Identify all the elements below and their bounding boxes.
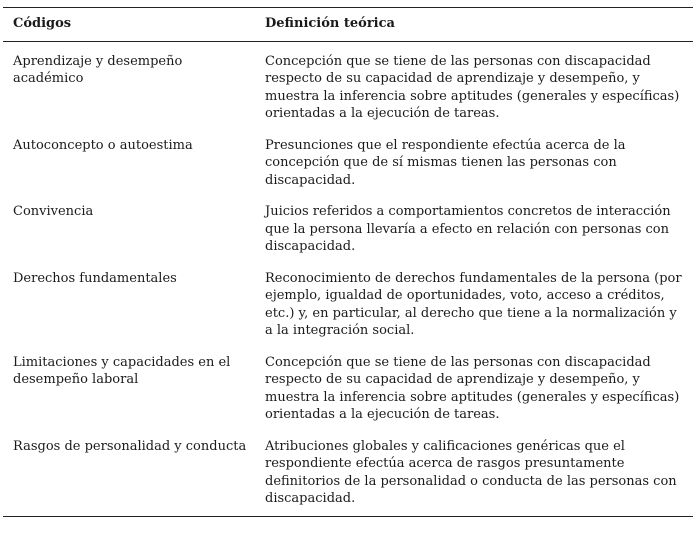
column-header-definition: Definición teórica (255, 8, 693, 42)
table-row (3, 345, 693, 429)
definition-cell: Atribuciones globales y calificaciones genéricas que el respondiente efectúa acerca de rasgos presuntamente definitorios de la personalidad o conducta de las personas con discapacidad. (255, 429, 693, 517)
definition-cell: Presunciones que el respondiente efectúa acerca de la concepción que de sí mismas tienen las personas con discapacidad. (265, 137, 626, 188)
table-body (3, 41, 693, 516)
codes-definitions-table (3, 7, 693, 517)
definition-cell: Concepción que se tiene de las personas con discapacidad respecto de su capacidad de aprendizaje y desempeño, y muestra la inferencia sobre aptitudes (generales y específicas) orientadas a la ejecución de tareas. (265, 53, 680, 121)
column-header-codes: Códigos (3, 8, 255, 42)
table-row (3, 429, 693, 517)
table-row (3, 41, 693, 128)
code-cell: Derechos fundamentales (13, 270, 177, 286)
table-header (3, 8, 693, 42)
definition-cell: Juicios referidos a comportamientos concretos de interacción que la persona llevaría a efecto en relación con personas con discapacidad. (265, 204, 671, 254)
definition-cell: Concepción que se tiene de las personas con discapacidad respecto de su capacidad de aprendizaje y desempeño, y muestra la inferencia sobre aptitudes (generales y específicas) orientadas a la ejecución de tareas. (265, 354, 680, 422)
header-row (3, 8, 693, 42)
codes-table-container (3, 7, 693, 517)
code-cell: Autoconcepto o autoestima (13, 137, 193, 153)
definition-cell: Reconocimiento de derechos fundamentales de la persona (por ejemplo, igualdad de oportunidades, voto, acceso a créditos, etc.) y, en particular, al derecho que tiene a la normalización y a la integración social. (265, 270, 682, 338)
code-cell: Rasgos de personalidad y conducta (3, 429, 255, 517)
table-row (3, 261, 693, 345)
code-cell: Convivencia (13, 204, 94, 219)
table-row (3, 194, 693, 261)
code-cell: Aprendizaje y desempeño académico (13, 53, 183, 86)
code-cell: Limitaciones y capacidades en el desempeño laboral (13, 354, 231, 387)
table-row (3, 128, 693, 195)
